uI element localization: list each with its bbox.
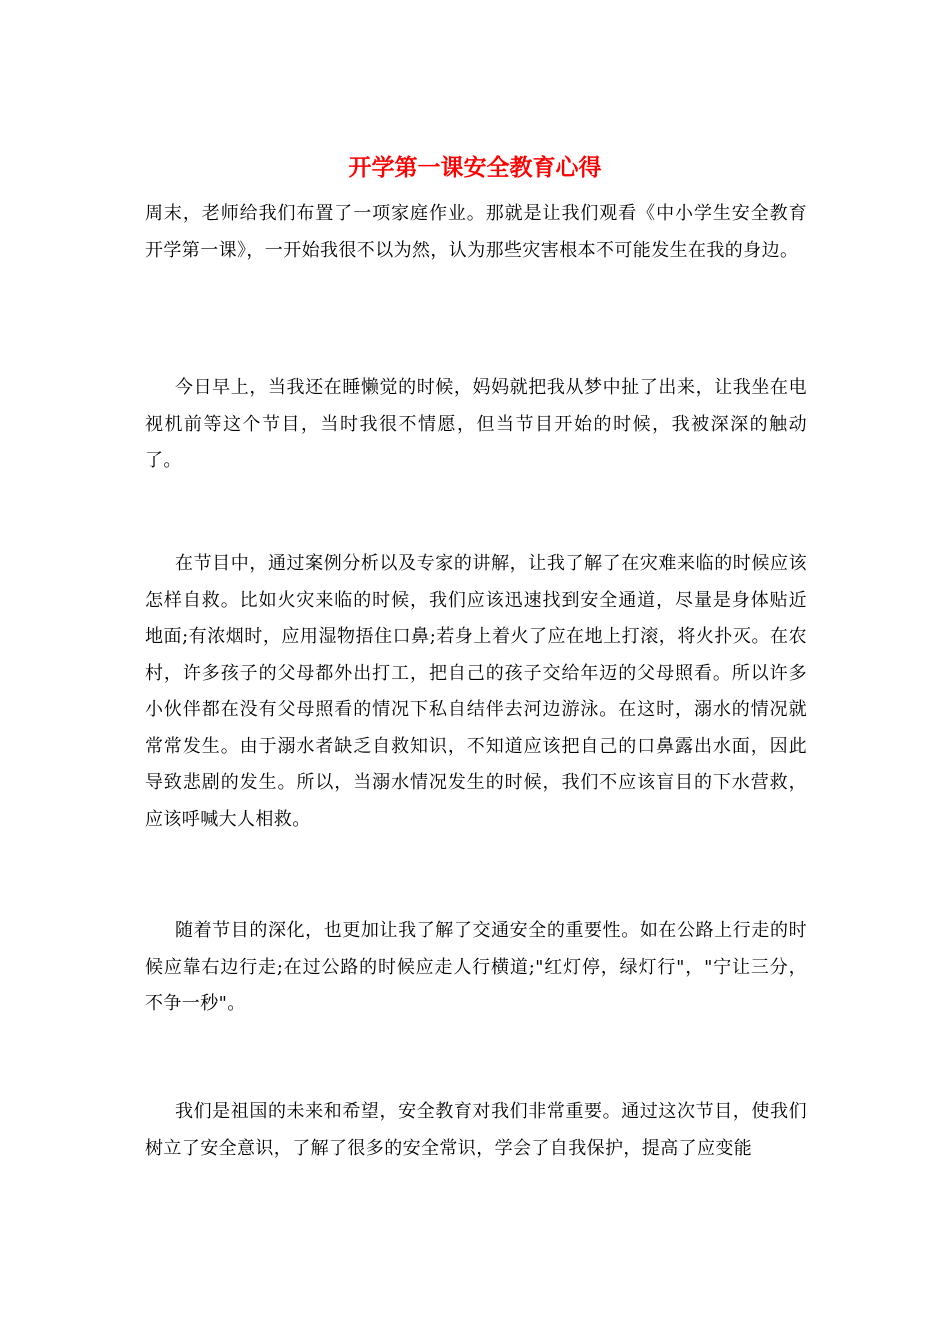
document-title: 开学第一课安全教育心得: [348, 154, 602, 181]
paragraph: 今日早上，当我还在睡懒觉的时候，妈妈就把我从梦中扯了出来，让我坐在电视机前等这个节目，当时我很不情愿，但当节目开始的时候，我被深深的触动了。: [145, 377, 807, 471]
paragraph: 在节目中，通过案例分析以及专家的讲解，让我了解了在灾难来临的时候应该怎样自救。比如火灾来临的时候，我们应该迅速找到安全通道，尽量是身体贴近地面;有浓烟时，应用湿物捂住口鼻;若身上着火了应在地上打滚，将火扑灭。在农村，许多孩子的父母都外出打工，把自己的孩子交给年迈的父母照看。所以许多小伙伴都在没有父母照看的情况下私自结伴去河边游泳。在这时，溺水的情况就常常发生。由于溺水者缺乏自救知识，不知道应该把自己的口鼻露出水面，因此导致悲剧的发生。所以，当溺水情况发生的时候，我们不应该盲目的下水营救，应该呼喊大人相救。: [145, 553, 807, 830]
paragraph: 周末，老师给我们布置了一项家庭作业。那就是让我们观看《中小学生安全教育开学第一课》，一开始我很不以为然，认为那些灾害根本不可能发生在我的身边。: [145, 203, 807, 261]
paragraph: 我们是祖国的未来和希望，安全教育对我们非常重要。通过这次节目，使我们树立了安全意识，了解了很多的安全常识，学会了自我保护，提高了应变能: [145, 1101, 807, 1159]
paragraph: 随着节目的深化，也更加让我了解了交通安全的重要性。如在公路上行走的时候应靠右边行走;在过公路的时候应走人行横道;"红灯停，绿灯行"，"宁让三分，不争一秒"。: [145, 920, 807, 1014]
